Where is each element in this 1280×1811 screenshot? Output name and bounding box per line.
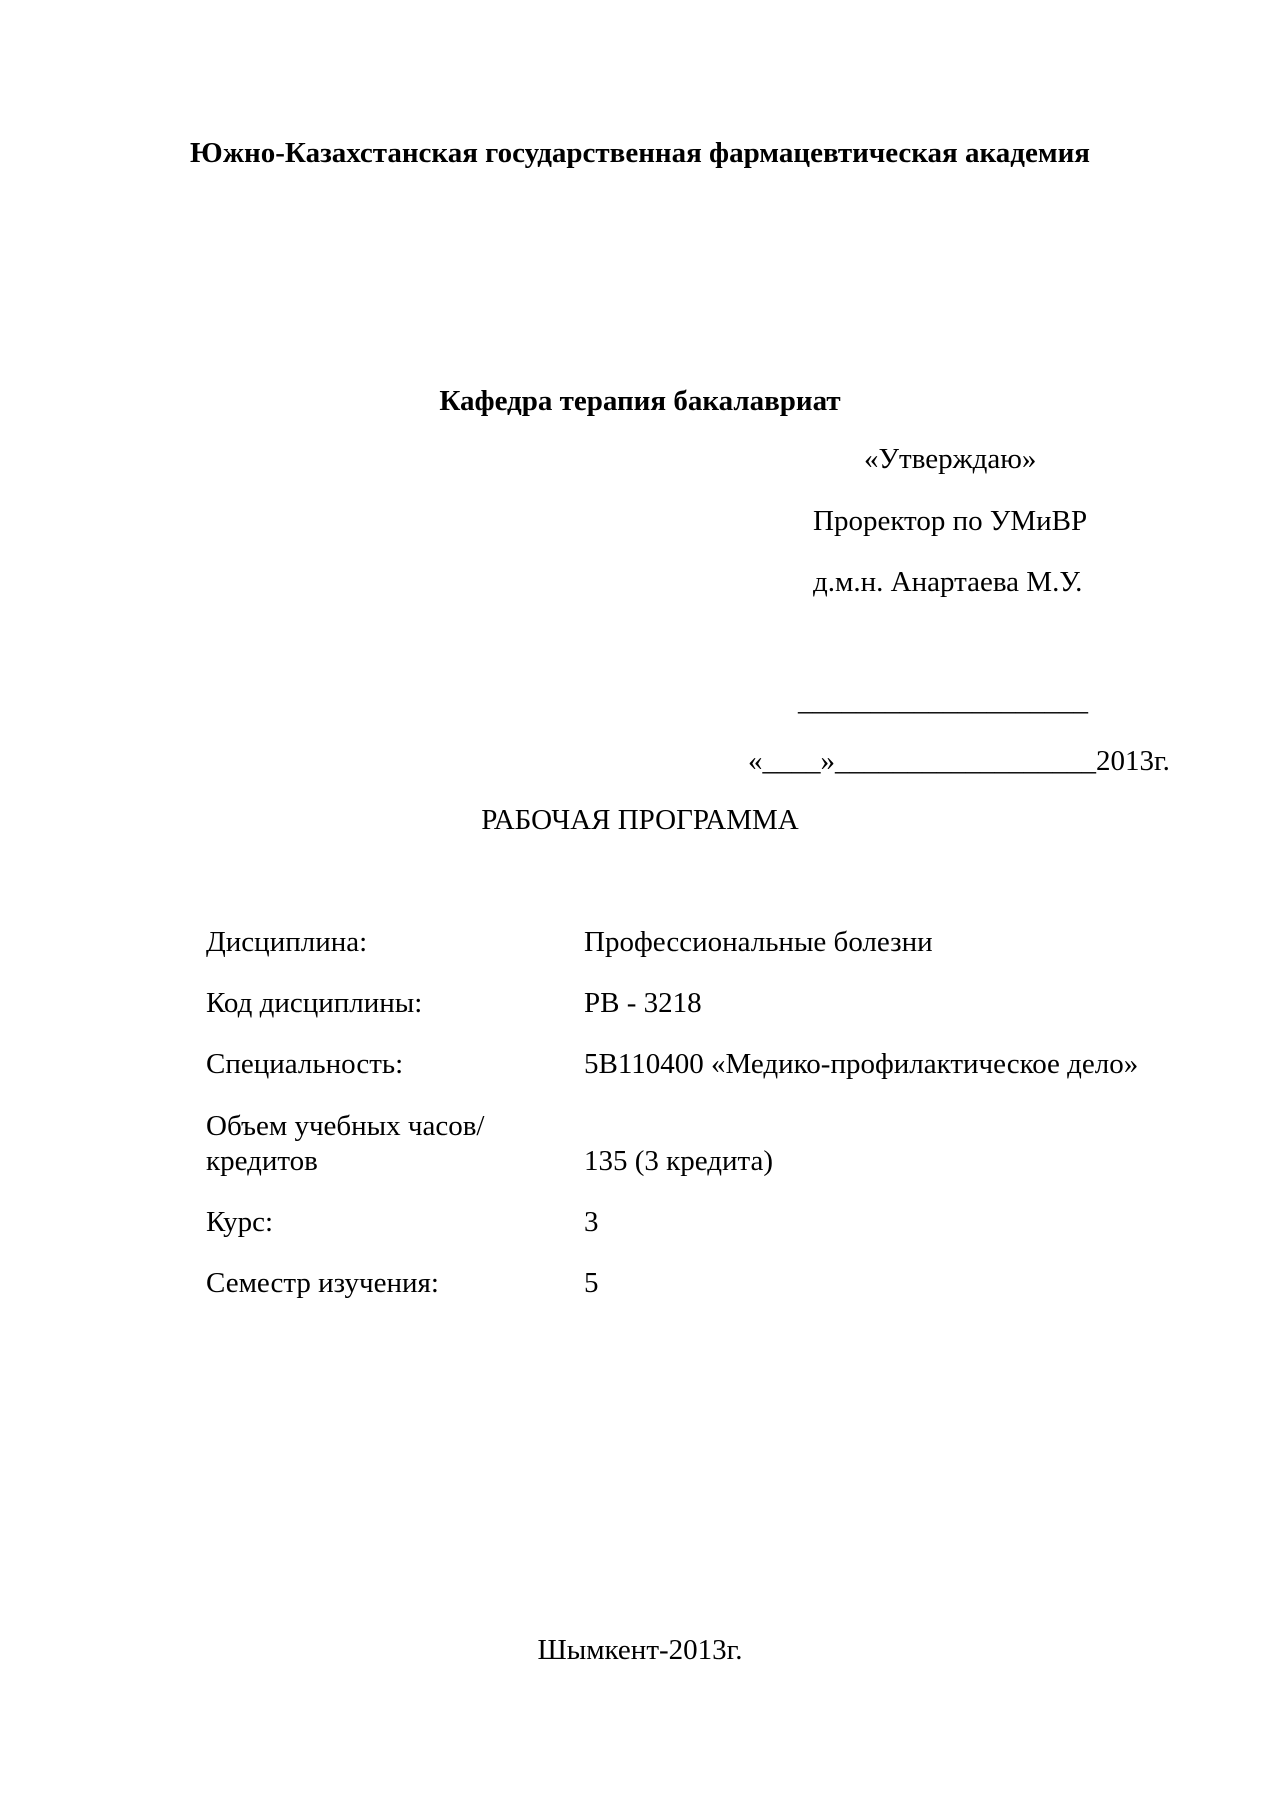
detail-label-discipline: Дисциплина: bbox=[206, 926, 368, 958]
department-name: Кафедра терапия бакалавриат bbox=[439, 385, 841, 417]
detail-value-course: 3 bbox=[584, 1206, 599, 1238]
detail-label-hours-line1: Объем учебных часов/ bbox=[206, 1110, 485, 1142]
detail-value-specialty: 5В110400 «Медико-профилактическое дело» bbox=[584, 1048, 1139, 1080]
detail-value-hours: 135 (3 кредита) bbox=[584, 1145, 774, 1177]
detail-label-code: Код дисциплины: bbox=[206, 987, 423, 1019]
approver-name: д.м.н. Анартаева М.У. bbox=[813, 566, 1083, 598]
detail-value-code: PB - 3218 bbox=[584, 987, 702, 1019]
detail-label-semester: Семестр изучения: bbox=[206, 1267, 439, 1299]
document-title: РАБОЧАЯ ПРОГРАММА bbox=[481, 804, 799, 836]
signature-line: ____________________ bbox=[798, 685, 1088, 717]
detail-label-specialty: Специальность: bbox=[206, 1048, 404, 1080]
academy-name: Южно-Казахстанская государственная фармацевтическая академия bbox=[190, 137, 1090, 169]
detail-label-course: Курс: bbox=[206, 1206, 274, 1238]
date-line: «____»__________________2013г. bbox=[748, 745, 1170, 777]
approval-heading: «Утверждаю» bbox=[864, 443, 1037, 475]
detail-label-hours-line2: кредитов bbox=[206, 1145, 318, 1177]
city-year: Шымкент-2013г. bbox=[537, 1634, 743, 1666]
detail-value-discipline: Профессиональные болезни bbox=[584, 926, 933, 958]
detail-value-semester: 5 bbox=[584, 1267, 599, 1299]
approver-position: Проректор по УМиВР bbox=[813, 505, 1088, 537]
